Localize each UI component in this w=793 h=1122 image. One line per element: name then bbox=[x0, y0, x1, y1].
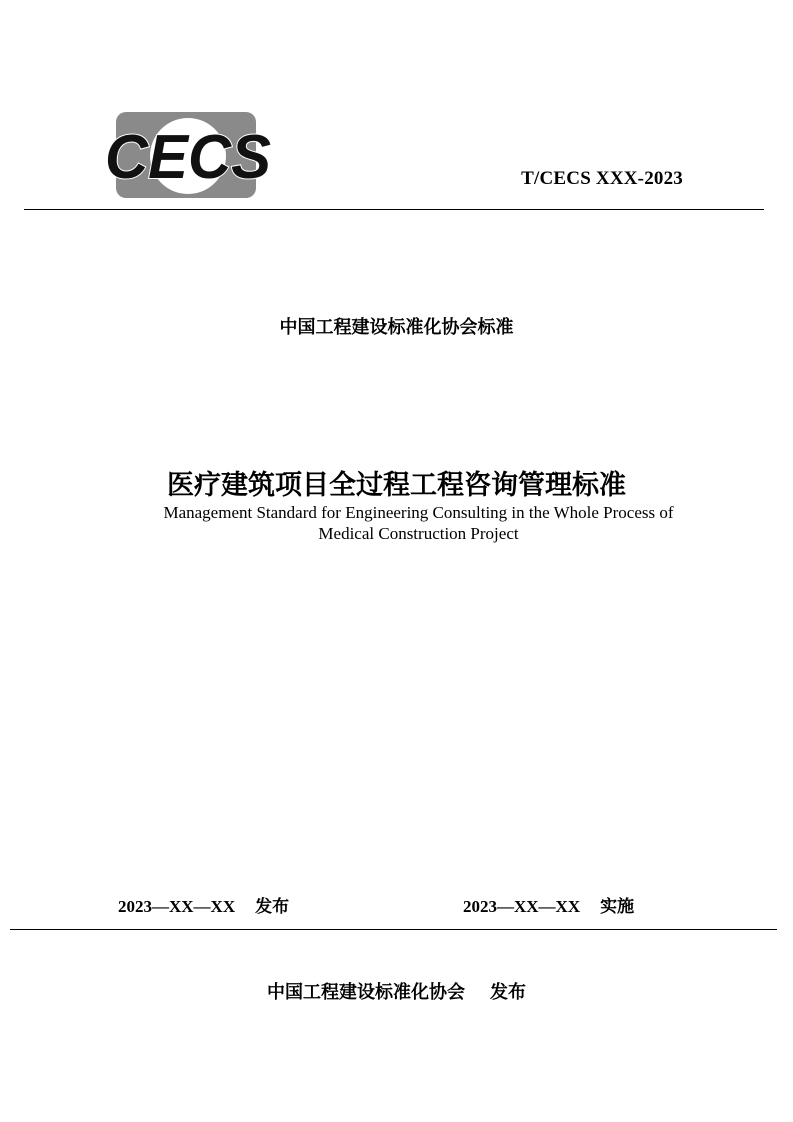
title-english bbox=[120, 502, 717, 544]
implement-date: 2023—XX—XX bbox=[463, 897, 581, 916]
publisher-line bbox=[0, 978, 793, 1004]
issue-date: 2023—XX—XX bbox=[118, 897, 236, 916]
issue-label: 发布 bbox=[255, 897, 290, 917]
issue-date-row bbox=[118, 892, 289, 917]
svg-text:CECS: CECS bbox=[105, 123, 271, 192]
standard-number: T/CECS XXX-2023 bbox=[521, 168, 683, 189]
title-english-line2: Medical Construction Project bbox=[318, 524, 519, 543]
header-divider bbox=[24, 209, 764, 210]
footer-divider bbox=[10, 929, 777, 930]
title-english-line1: Management Standard for Engineering Consulting in the Whole Process of bbox=[163, 503, 674, 522]
cecs-logo bbox=[102, 110, 272, 200]
implement-label: 实施 bbox=[600, 897, 635, 917]
org-standard-label: 中国工程建设标准化协会标准 bbox=[279, 317, 514, 338]
publisher-action: 发布 bbox=[490, 982, 527, 1003]
publisher-org: 中国工程建设标准化协会 bbox=[266, 982, 465, 1003]
title-chinese: 医疗建筑项目全过程工程咨询管理标准 bbox=[167, 470, 626, 501]
implement-date-row bbox=[463, 892, 634, 917]
